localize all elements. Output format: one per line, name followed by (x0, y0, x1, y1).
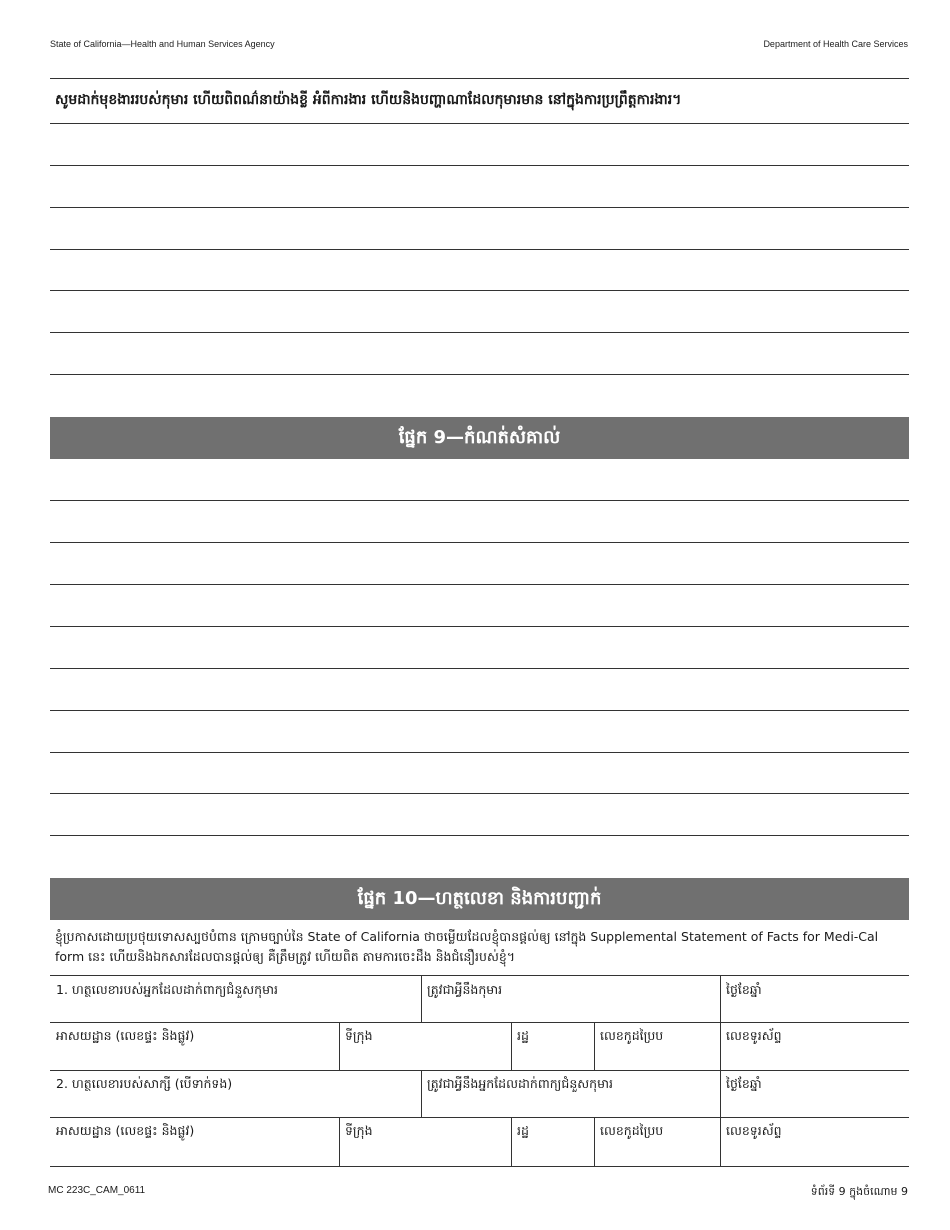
applicant-phone-field[interactable]: លេខទូរស័ព្ទ (726, 1028, 782, 1043)
notes-line[interactable] (50, 752, 909, 753)
column-divider (339, 1022, 340, 1070)
row-divider (50, 1070, 909, 1071)
column-divider (720, 1070, 721, 1117)
notes-line[interactable] (50, 835, 909, 836)
witness-zip-field[interactable]: លេខកូដប្រៃប (600, 1123, 664, 1138)
column-divider (511, 1022, 512, 1070)
answer-line[interactable] (50, 374, 909, 375)
agency-header: State of California—Health and Human Services Agency (50, 39, 275, 49)
divider (50, 78, 909, 79)
notes-line[interactable] (50, 500, 909, 501)
section-9-heading: ផ្នែក 9—កំណត់សំគាល់ (50, 417, 909, 459)
answer-line[interactable] (50, 165, 909, 166)
answer-line[interactable] (50, 207, 909, 208)
form-id: MC 223C_CAM_0611 (48, 1185, 146, 1196)
witness-date-field[interactable]: ថ្ងៃខែឆ្នាំ (726, 1076, 762, 1091)
column-divider (511, 1117, 512, 1166)
notes-line[interactable] (50, 793, 909, 794)
column-divider (421, 1070, 422, 1117)
column-divider (421, 976, 422, 1022)
witness-signature-field[interactable]: 2. ហត្ថលេខារបស់សាក្សី (បើទាក់ទង) (56, 1076, 233, 1091)
notes-line[interactable] (50, 626, 909, 627)
applicant-relationship-field[interactable]: ត្រូវជាអ្វីនឹងកុមារ (427, 982, 503, 997)
applicant-date-field[interactable]: ថ្ងៃខែឆ្នាំ (726, 982, 762, 997)
witness-phone-field[interactable]: លេខទូរស័ព្ទ (726, 1123, 782, 1138)
answer-line[interactable] (50, 290, 909, 291)
column-divider (720, 1022, 721, 1070)
declaration-text: ខ្ញុំប្រកាសដោយប្រថុយទោសស្បថបំពាន ក្រោមច្បាប់នៃ State of California ថាចម្លើយដែលខ្ញុំបានផ្តល់ឲ្យ នៅក្នុង Supplemental Statement of Facts for Medi-Cal form នេះ ហើយនិងឯកសារដែលបានផ្តល់ឲ្យ គឺត្រឹមត្រូវ ហើយពិត តាមការចេះដឹង និងជំនឿរបស់ខ្ញុំ។ (55, 929, 879, 964)
row-divider (50, 1022, 909, 1023)
signature-grid (50, 975, 909, 1167)
witness-relationship-field[interactable]: ត្រូវជាអ្វីនឹងអ្នកដែលដាក់ពាក្យជំនួសកុមារ (427, 1076, 613, 1091)
work-description-instructions: សូមដាក់មុខងាររបស់កុមារ ហើយពិពណ៌នាយ៉ាងខ្លី អំពីការងារ ហើយនិងបញ្ហាណាដែលកុមារមាន នៅក្នុងការប្រព្រឹត្តការងារ។ (55, 92, 682, 108)
department-header: Department of Health Care Services (763, 39, 908, 49)
notes-line[interactable] (50, 542, 909, 543)
applicant-city-field[interactable]: ទីក្រុង (345, 1028, 373, 1043)
applicant-address-field[interactable]: អាសយដ្ឋាន (លេខផ្ទះ និងផ្លូវ) (56, 1028, 195, 1043)
page-number: ទំព័រទី 9 ក្នុងចំណោម 9 (810, 1185, 908, 1198)
witness-address-field[interactable]: អាសយដ្ឋាន (លេខផ្ទះ និងផ្លូវ) (56, 1123, 195, 1138)
witness-city-field[interactable]: ទីក្រុង (345, 1123, 373, 1138)
section-10-heading: ផ្នែក 10—ហត្ថលេខា និងការបញ្ជាក់ (50, 878, 909, 920)
column-divider (594, 1022, 595, 1070)
row-divider (50, 1117, 909, 1118)
column-divider (339, 1117, 340, 1166)
answer-line[interactable] (50, 123, 909, 124)
notes-line[interactable] (50, 584, 909, 585)
column-divider (594, 1117, 595, 1166)
column-divider (720, 1117, 721, 1166)
notes-line[interactable] (50, 668, 909, 669)
notes-line[interactable] (50, 710, 909, 711)
answer-line[interactable] (50, 249, 909, 250)
column-divider (720, 976, 721, 1022)
applicant-signature-field[interactable]: 1. ហត្ថលេខារបស់អ្នកដែលដាក់ពាក្យជំនួសកុមារ (56, 982, 278, 997)
witness-state-field[interactable]: រដ្ឋ (517, 1123, 529, 1138)
applicant-zip-field[interactable]: លេខកូដប្រៃប (600, 1028, 664, 1043)
answer-line[interactable] (50, 332, 909, 333)
applicant-state-field[interactable]: រដ្ឋ (517, 1028, 529, 1043)
